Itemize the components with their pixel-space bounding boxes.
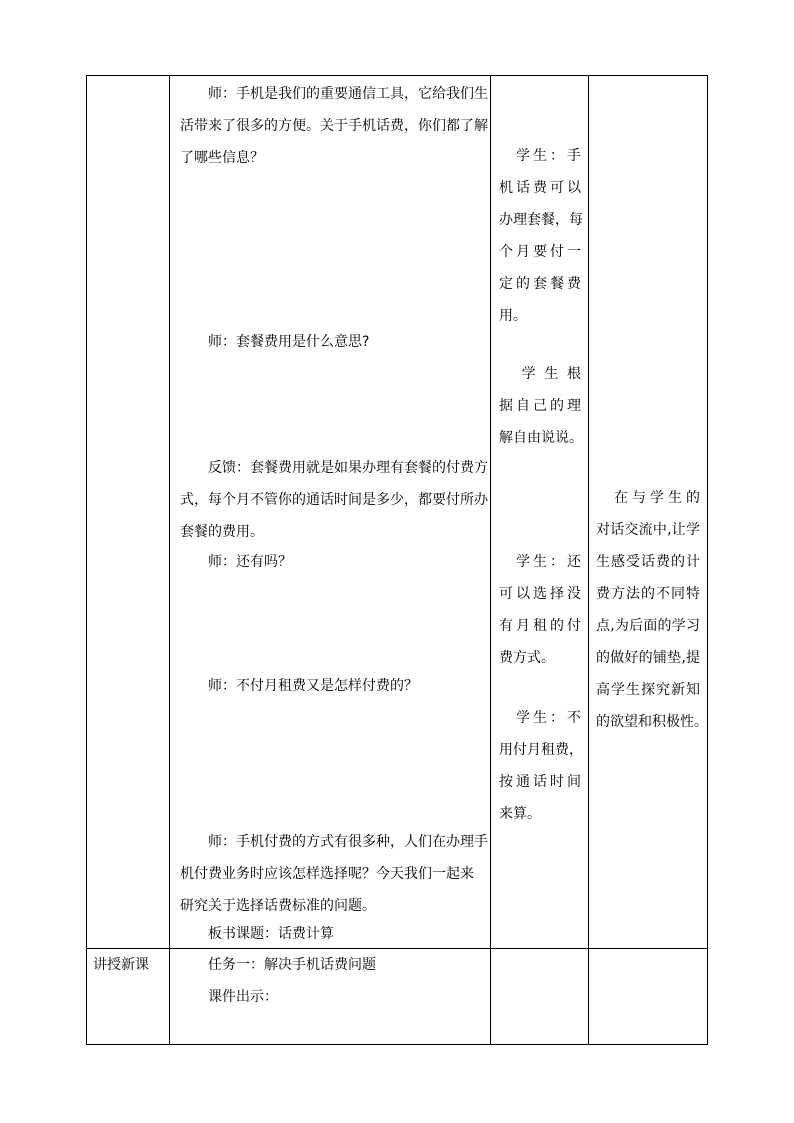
lesson-plan-table	[86, 75, 708, 1045]
task-paragraph	[180, 949, 484, 1013]
table-row	[87, 76, 708, 949]
board-title-paragraph	[180, 918, 484, 950]
text-line: 按通话时间	[499, 774, 581, 790]
teacher-paragraph	[180, 546, 484, 578]
stage-cell-empty	[87, 76, 170, 949]
text-line: 点,为后面的学习	[596, 618, 700, 634]
text-line: 学生：还	[499, 554, 581, 570]
text-line: 师：不付月租费又是怎样付费的？	[180, 678, 418, 694]
text-line: 生感受话费的计	[596, 554, 700, 570]
teacher-paragraph	[180, 78, 488, 174]
text-line: 用付月租费，	[499, 742, 583, 758]
text-line: 研究关于选择话费标准的问题。	[180, 898, 376, 914]
teacher-paragraph	[180, 670, 484, 702]
text-line: 师：还有吗？	[180, 554, 292, 570]
text-line: 办理套餐，每	[499, 212, 583, 228]
text-line: 了哪些信息？	[180, 150, 264, 166]
student-activity-cell	[491, 949, 589, 1045]
design-intent-cell	[589, 76, 708, 949]
text-line: 套餐的费用。	[180, 524, 264, 540]
stage-label: 讲授新课	[93, 957, 149, 973]
stage-cell	[87, 949, 170, 1045]
text-line: 反馈：套餐费用就是如果办理有套餐的付费方	[180, 460, 488, 476]
text-line: 费方法的不同特	[596, 586, 700, 602]
student-response	[499, 546, 581, 674]
student-response	[499, 702, 581, 830]
text-line: 在与学生的	[596, 490, 700, 506]
text-line: 机付费业务时应该怎样选择呢？今天我们一起来	[180, 866, 474, 882]
teacher-paragraph	[180, 826, 488, 922]
text-line: 学生：手	[499, 148, 581, 164]
text-line: 机话费可以	[499, 180, 581, 196]
text-line: 解自由说说。	[499, 430, 583, 446]
text-line: 的欲望和积极性。	[596, 714, 708, 730]
text-line: 师：套餐费用是什么意思?	[180, 334, 370, 350]
table-row	[87, 949, 708, 1045]
text-line: 有月租的付	[499, 618, 581, 634]
text-line: 定的套餐费	[499, 276, 581, 292]
text-line: 课件出示：	[180, 989, 278, 1005]
text-line: 个月要付一	[499, 244, 581, 260]
text-line: 式，每个月不管你的通话时间是多少，都要付所办	[180, 492, 488, 508]
text-line: 板书课题：话费计算	[180, 926, 334, 942]
design-intent-cell	[589, 949, 708, 1045]
student-response	[499, 140, 581, 332]
text-line: 费方式。	[499, 650, 555, 666]
design-intent-text	[596, 482, 708, 738]
text-line: 可以选择没	[499, 586, 581, 602]
text-line: 的做好的铺垫,提	[596, 650, 700, 666]
text-line: 活带来了很多的方便。关于手机话费，你们都了解	[180, 118, 488, 134]
student-activity-cell	[491, 76, 589, 949]
text-line: 来算。	[499, 806, 541, 822]
text-line: 任务一：解决手机话费问题	[180, 957, 376, 973]
text-line: 学生根	[499, 366, 581, 382]
text-line: 用。	[499, 308, 527, 324]
text-line: 学生：不	[499, 710, 581, 726]
text-line: 师：手机付费的方式有很多种，人们在办理手	[180, 834, 488, 850]
teacher-paragraph	[180, 326, 484, 358]
text-line: 对话交流中,让学	[596, 522, 700, 538]
text-line: 高学生探究新知	[596, 682, 700, 698]
feedback-paragraph	[180, 452, 488, 548]
student-response	[499, 358, 581, 454]
text-line: 师：手机是我们的重要通信工具，它给我们生	[180, 86, 488, 102]
teacher-activity-cell	[170, 949, 491, 1045]
text-line: 据自己的理	[499, 398, 581, 414]
teacher-activity-cell	[170, 76, 491, 949]
